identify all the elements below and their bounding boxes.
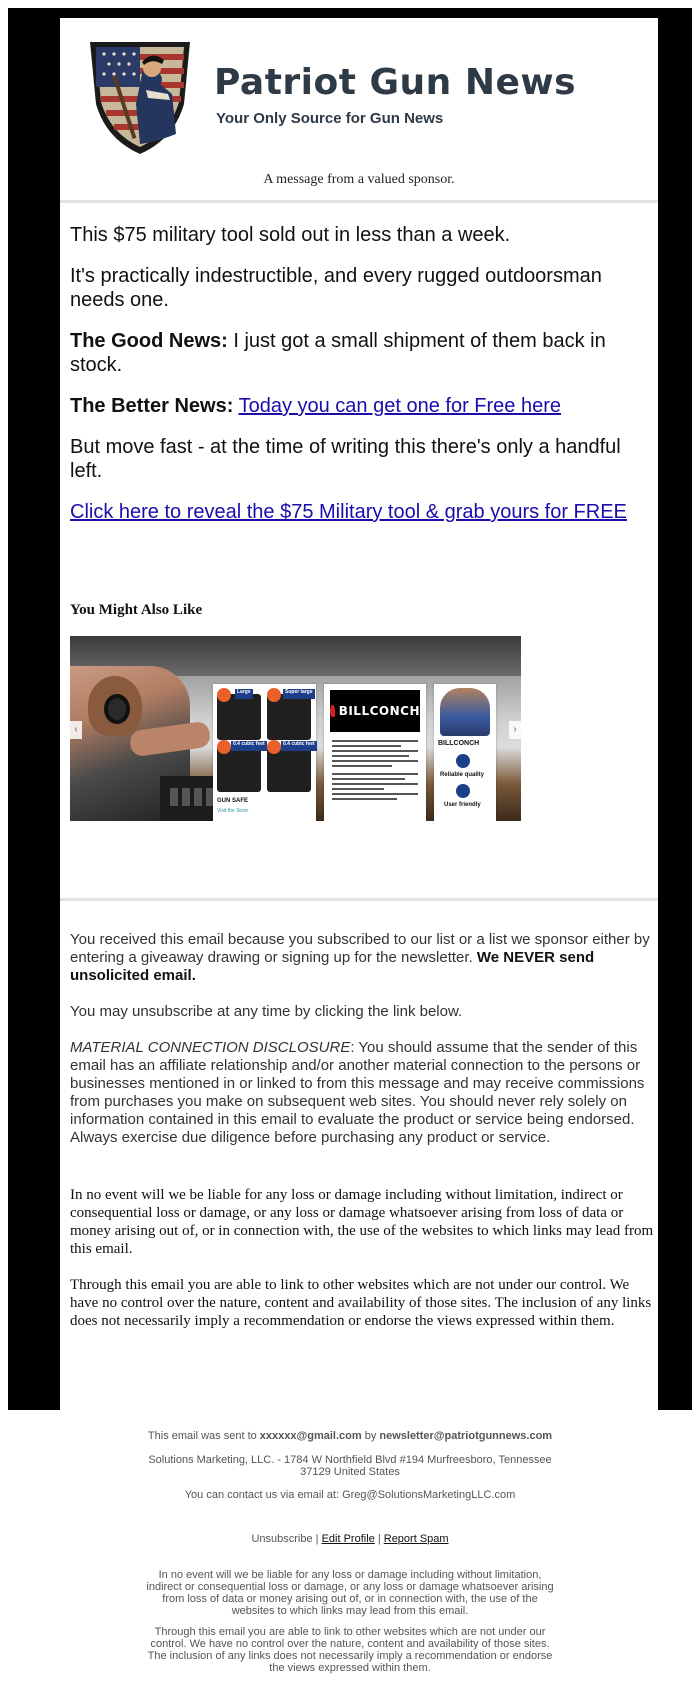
contact-line: You can contact us via email at: Greg@SolutionsMarketingLLC.com [184, 1489, 516, 1501]
billconch-logo-icon [330, 705, 335, 717]
external-links-disclaimer: Through this email you are able to link to other websites which are not under our control. We have no control over the nature, content and availability of those sites. The inclusion of any links does not necessarily imply a recommendation or endorse the views expressed within them. [70, 1277, 652, 1329]
gun-safe-card[interactable] [213, 684, 316, 821]
hand-icon [456, 784, 470, 798]
main-copy [70, 223, 650, 541]
feature-reliable: Reliable quality [440, 772, 485, 778]
header-divider [60, 200, 658, 203]
size-tag: 0.4 cubic feet [231, 741, 267, 751]
liability-disclaimer: In no event will we be liable for any loss or damage including without limitation, indirect or consequential loss or damage, or any loss or damage whatsoever arising from loss of data or money arising out of, or in connection with, the use of the websites to which links may lead from this email. [70, 1187, 654, 1257]
gun-safe-label: GUN SAFE [217, 798, 249, 804]
unsubscribe-note: You may unsubscribe at any time by clicking the link below. [70, 1003, 463, 1020]
size-tag: 0.4 cubic feet [281, 741, 317, 751]
brand-title: Patriot Gun News [214, 62, 577, 103]
move-fast-paragraph: But move fast - at the time of writing this there's only a handful left. [70, 436, 621, 482]
cta-paragraph [70, 500, 650, 524]
ear-protection-icon [104, 694, 130, 724]
good-news-text: I just got a small shipment of them back in stock. [70, 330, 606, 376]
sender-email: newsletter@patriotgunnews.com [379, 1430, 553, 1442]
recipient-email: xxxxxx@gmail.com [259, 1430, 362, 1442]
billconch-description [332, 740, 418, 803]
bottom-external-disclaimer: Through this email you are able to link to other websites which are not under our control. We have no control over the nature, content and availability of those sites. The inclusion of any links does not necessarily imply a recommendation or endorse the views expressed within them. [147, 1626, 553, 1674]
link-separator: | [312, 1533, 322, 1545]
good-news-paragraph [70, 329, 650, 377]
unsubscribe-link[interactable]: Unsubscribe [251, 1533, 313, 1545]
sent-prefix: This email was sent to [147, 1430, 260, 1442]
size-badge-icon [267, 740, 281, 754]
bottom-liability-disclaimer: In no event will we be liable for any loss or damage including without limitation, indirect or consequential loss or damage, or any loss or damage whatsoever arising from loss of data or money arising out of, or in connection with, the use of the websites to which links may lead from this email. [146, 1569, 554, 1617]
customer-photo [440, 688, 490, 736]
headline-paragraph: This $75 military tool sold out in less than a week. [70, 224, 511, 246]
sponsor-note: A message from a valued sponsor. [263, 172, 455, 187]
sent-to-line [140, 1430, 560, 1442]
billconch-banner [330, 690, 420, 732]
you-might-also-like-heading: You Might Also Like [70, 602, 203, 618]
disclosure-label: MATERIAL CONNECTION DISCLOSURE [70, 1039, 351, 1056]
billconch-brand: BILLCONCH [338, 704, 420, 718]
footer-links [140, 1533, 560, 1545]
link-separator: | [374, 1533, 384, 1545]
billconch-card[interactable] [324, 684, 426, 821]
billconch-brand-small: BILLCONCH [438, 740, 480, 747]
material-disclosure [70, 1039, 654, 1147]
size-tag: Large [235, 689, 253, 699]
size-tag: Super large [283, 689, 315, 699]
reveal-tool-link[interactable]: Click here to reveal the $75 Military tool & grab yours for FREE [70, 501, 627, 523]
email-frame [8, 8, 692, 1410]
patriot-shield-logo [84, 34, 196, 156]
visit-store-link[interactable]: Visit the Store [217, 808, 249, 814]
email-body [60, 18, 658, 1418]
edit-profile-link[interactable]: Edit Profile [321, 1533, 375, 1545]
size-badge-icon [267, 688, 281, 702]
billconch-features-card[interactable] [434, 684, 496, 821]
chevron-right-icon[interactable]: › [509, 721, 521, 739]
subscription-text: You received this email because you subscribed to our list or a list we sponsor either by entering a giveaway drawing or signing up for the newsletter. [70, 931, 650, 966]
disclosure-text: : You should assume that the sender of this email has an affiliate relationship and/or another material connection to the persons or businesses mentioned in or linked to from this message and may receive commissions from purchases you make on subsequent web sites. You should never rely solely on information contained in this email to evaluate the product or service being endorsed. Always exercise due diligence before purchasing any product or service. [70, 1039, 645, 1146]
free-offer-link[interactable]: Today you can get one for Free here [238, 395, 561, 417]
feature-user-friendly: User friendly [444, 802, 481, 808]
size-badge-icon [217, 740, 231, 754]
company-address: Solutions Marketing, LLC. - 1784 W Northfield Blvd #194 Murfreesboro, Tennessee 37129 United States [148, 1454, 552, 1478]
sent-by-prefix: by [361, 1430, 380, 1442]
better-news-label: The Better News: [70, 395, 234, 417]
better-news-paragraph [70, 394, 650, 418]
no-unsolicited-note: We NEVER send unsolicited email. [70, 949, 595, 984]
good-news-label: The Good News: [70, 330, 228, 352]
indestructible-paragraph: It's practically indestructible, and every rugged outdoorsman needs one. [70, 265, 602, 311]
report-spam-link[interactable]: Report Spam [383, 1533, 449, 1545]
safe-grid [217, 688, 315, 792]
shield-icon [456, 754, 470, 768]
brand-tagline: Your Only Source for Gun News [216, 110, 444, 127]
chevron-left-icon[interactable]: ‹ [70, 721, 82, 739]
subscription-notice [70, 931, 654, 985]
footer-divider [60, 898, 658, 901]
size-badge-icon [217, 688, 231, 702]
product-carousel[interactable] [70, 636, 521, 821]
